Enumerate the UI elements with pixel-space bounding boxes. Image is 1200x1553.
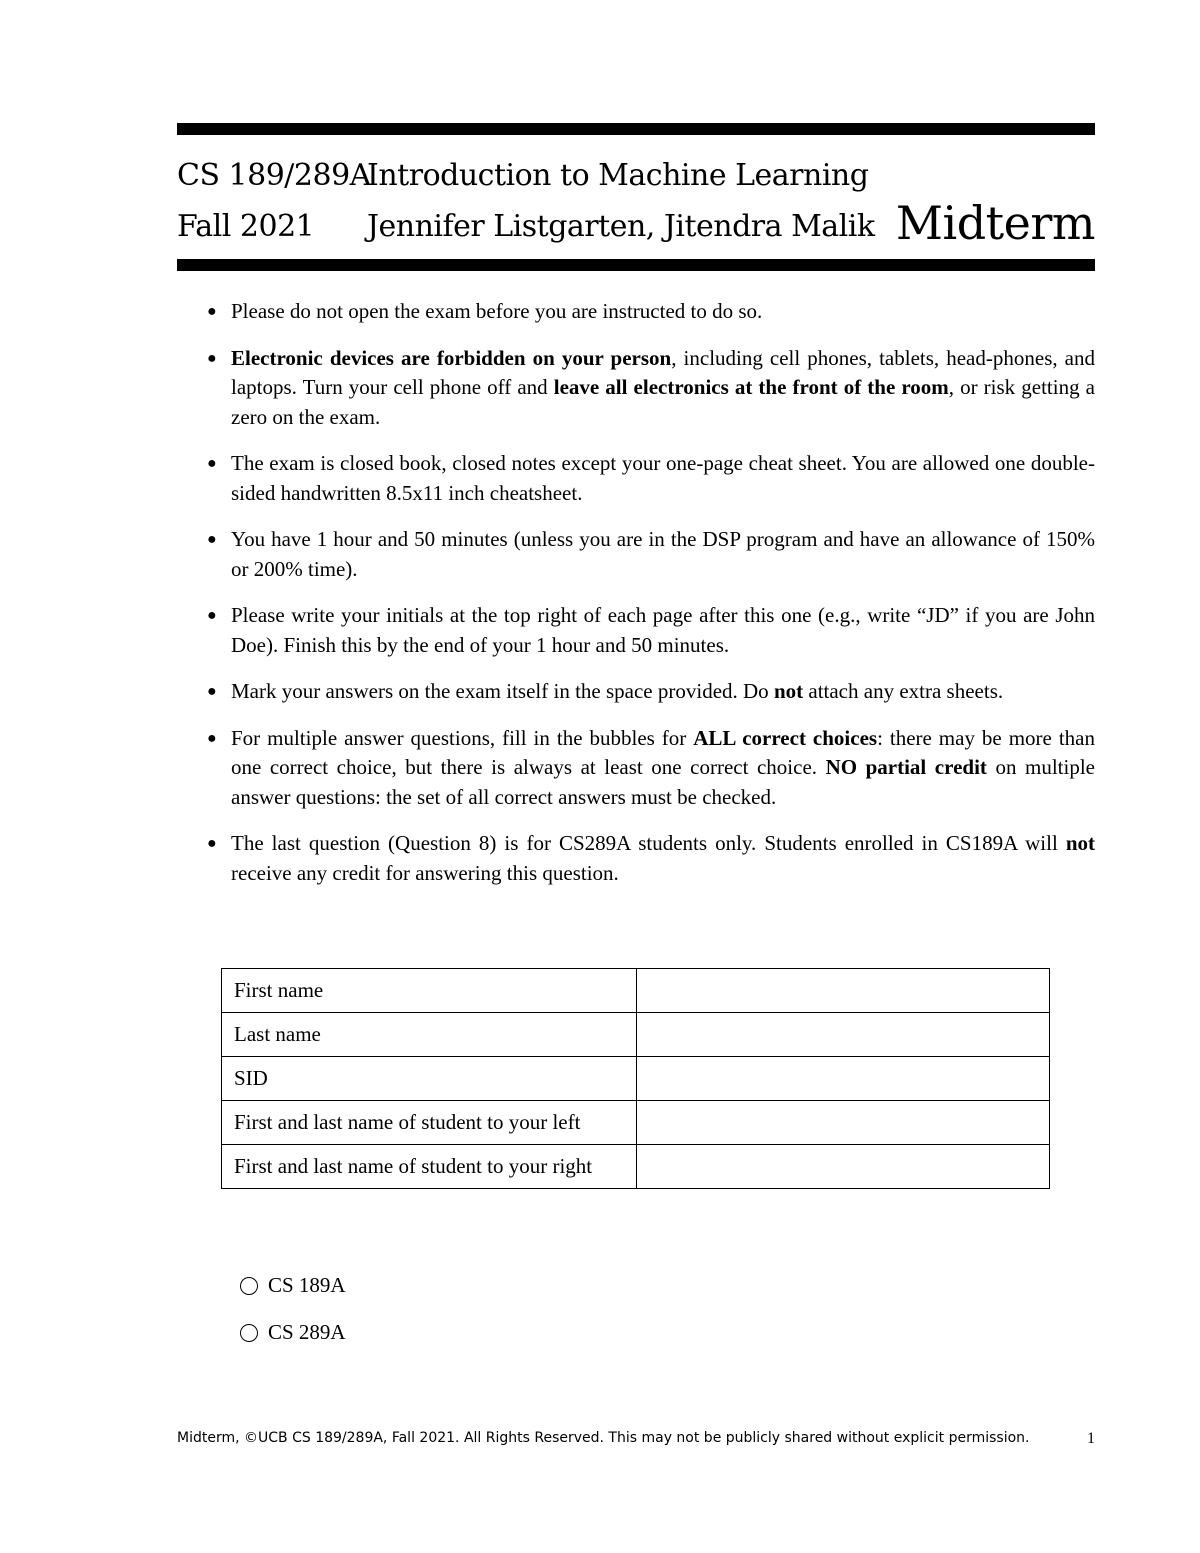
- right-student-field[interactable]: [637, 1145, 1050, 1189]
- header-bottom-rule: [177, 259, 1095, 271]
- instruction-text: : there may be more than one correct choice, but there is always at least one correct choice.: [231, 725, 1095, 779]
- choice-cs289a[interactable]: [240, 1320, 346, 1345]
- bullet-icon: ●: [207, 607, 217, 624]
- instruction-text: Mark your answers on the exam itself in the space provided. Do: [231, 679, 774, 703]
- table-row: [222, 1101, 1050, 1145]
- instruction-item: [205, 525, 1095, 584]
- radio-bubble-icon[interactable]: [240, 1277, 258, 1295]
- last-name-label: Last name: [222, 1013, 637, 1057]
- bullet-icon: ●: [207, 349, 217, 367]
- instruction-text: For multiple answer questions, fill in the bubbles for: [231, 725, 694, 750]
- instruction-item: [205, 449, 1095, 508]
- instruction-item: [205, 297, 1095, 327]
- instruction-item: [205, 601, 1095, 660]
- page-number: 1: [1087, 1430, 1095, 1447]
- table-row: [222, 969, 1050, 1013]
- instruction-item: [205, 344, 1095, 433]
- bullet-icon: ●: [207, 835, 217, 852]
- bullet-icon: ●: [207, 455, 217, 472]
- right-student-label: First and last name of student to your right: [222, 1145, 637, 1189]
- table-row: [222, 1013, 1050, 1057]
- instruction-text: , or risk getting a zero on the exam.: [231, 375, 1095, 429]
- bullet-icon: ●: [207, 683, 217, 700]
- sid-field[interactable]: [637, 1057, 1050, 1101]
- instruction-emphasis: leave all electronics at the front of the room: [553, 375, 949, 399]
- first-name-label: First name: [222, 969, 637, 1013]
- course-title: Introduction to Machine Learning: [367, 158, 869, 193]
- instruction-text: The exam is closed book, closed notes except your one-page cheat sheet. You are allowed one double-sided handwritten 8.5x11 inch cheatsheet.: [231, 451, 1095, 505]
- course-number: CS 189/289A: [177, 158, 371, 193]
- instructions-list: [205, 297, 1095, 905]
- bullet-icon: ●: [207, 303, 217, 320]
- instruction-text: You have 1 hour and 50 minutes (unless you are in the DSP program and have an allowance of 150% or 200% time).: [231, 527, 1095, 581]
- choice-cs189a[interactable]: [240, 1273, 346, 1298]
- header-top-rule: [177, 123, 1095, 135]
- choice-label: CS 189A: [268, 1273, 346, 1297]
- last-name-field[interactable]: [637, 1013, 1050, 1057]
- instruction-emphasis: Electronic devices are forbidden on your person: [231, 345, 672, 370]
- radio-bubble-icon[interactable]: [240, 1324, 258, 1342]
- instruction-text: receive any credit for answering this question.: [231, 860, 619, 885]
- instruction-item: [205, 724, 1095, 813]
- instruction-item: [205, 829, 1095, 888]
- exam-title: Midterm: [895, 196, 1095, 250]
- first-name-field[interactable]: [637, 969, 1050, 1013]
- left-student-label: First and last name of student to your left: [222, 1101, 637, 1145]
- instruction-text: on multiple answer questions: the set of all correct answers must be checked.: [231, 755, 1095, 809]
- instruction-emphasis: not: [1065, 831, 1095, 855]
- term: Fall 2021: [177, 209, 315, 244]
- choice-label: CS 289A: [268, 1320, 346, 1344]
- instruction-emphasis: not: [773, 679, 804, 703]
- student-info-table: [221, 968, 1050, 1189]
- table-row: [222, 1057, 1050, 1101]
- instructors: Jennifer Listgarten, Jitendra Malik: [367, 209, 875, 244]
- bullet-icon: ●: [207, 729, 217, 747]
- footer-copyright: Midterm, ©UCB CS 189/289A, Fall 2021. All Rights Reserved. This may not be publicly shared without explicit permission.: [177, 1430, 1030, 1446]
- bullet-icon: ●: [207, 531, 217, 548]
- instruction-emphasis: NO partial credit: [825, 755, 987, 779]
- instruction-text: , including cell phones, tablets, head-phones, and laptops. Turn your cell phone off and: [231, 345, 1095, 399]
- instruction-text: Please write your initials at the top right of each page after this one (e.g., write “JD” if you are John Doe). Finish this by the end of your 1 hour and 50 minutes.: [231, 603, 1095, 657]
- table-row: [222, 1145, 1050, 1189]
- left-student-field[interactable]: [637, 1101, 1050, 1145]
- instruction-text: attach any extra sheets.: [803, 679, 1004, 703]
- instruction-text: The last question (Question 8) is for CS289A students only. Students enrolled in CS189A will: [231, 831, 1066, 855]
- instruction-emphasis: ALL correct choices: [693, 725, 878, 750]
- instruction-text: Please do not open the exam before you are instructed to do so.: [231, 299, 763, 323]
- instruction-item: [205, 677, 1095, 707]
- sid-label: SID: [222, 1057, 637, 1101]
